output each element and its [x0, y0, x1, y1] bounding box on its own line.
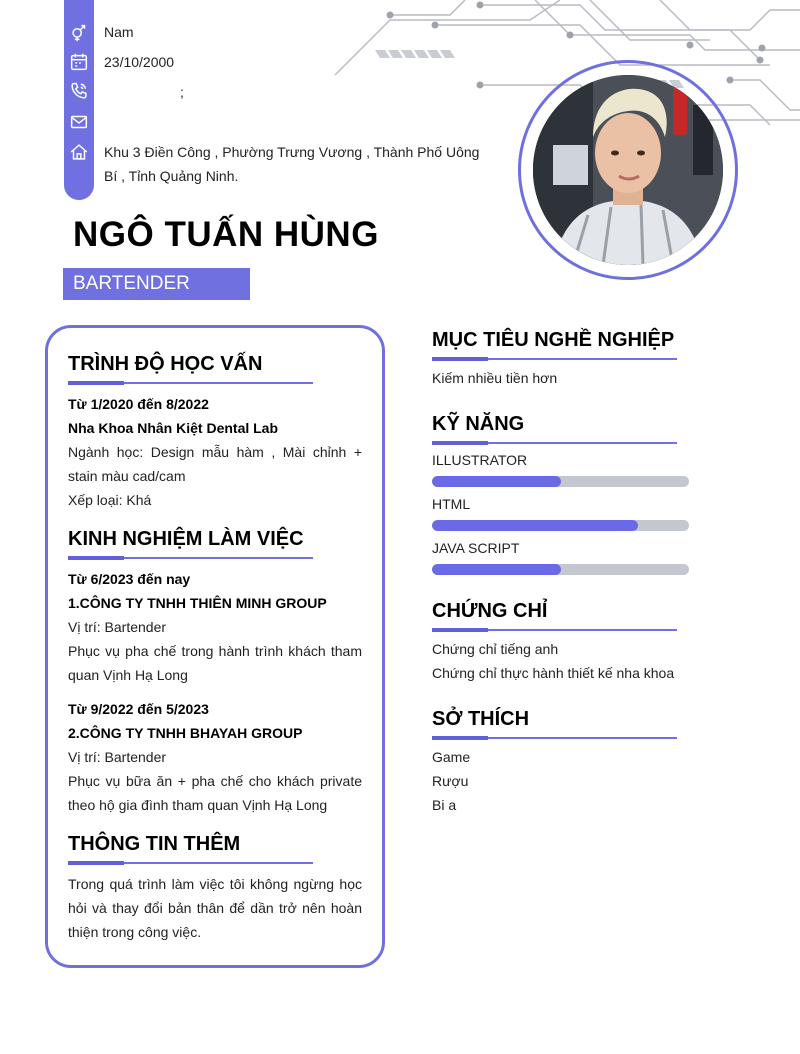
address-line-1: Khu 3 Điền Công , Phường Trưng Vương , Thành Phố Uông: [104, 144, 480, 160]
education-grade: Xếp loại: Khá: [68, 492, 152, 508]
gender-icon: [68, 21, 90, 43]
experience-item: [68, 567, 362, 687]
email-icon: [68, 111, 90, 133]
job-company: 2.CÔNG TY TNHH BHAYAH GROUP: [68, 725, 303, 741]
job-position: Vị trí: Bartender: [68, 749, 167, 765]
section-divider: [432, 629, 677, 631]
skill-label-illustrator: ILLUSTRATOR: [432, 452, 528, 468]
education-heading: TRÌNH ĐỘ HỌC VẤN: [68, 353, 263, 375]
section-divider: [432, 442, 677, 444]
job-description: Phục vụ bữa ăn + pha chế cho khách private theo hộ gia đình tham quan Vịnh Hạ Long: [68, 773, 362, 813]
gender-text: Nam: [104, 24, 134, 40]
extra-info-section: [68, 830, 362, 944]
skill-fill-illustrator: [432, 476, 561, 487]
skill-bar-html: [432, 520, 689, 531]
experience-section: [68, 525, 362, 817]
job-title-badge: BARTENDER: [63, 268, 250, 300]
education-section: [68, 350, 362, 512]
hobbies-section: [432, 705, 692, 817]
experience-heading: KINH NGHIỆM LÀM VIỆC: [68, 528, 304, 550]
section-divider: [68, 557, 313, 559]
certificates-heading: CHỨNG CHỈ: [432, 600, 548, 622]
phone-icon: [68, 80, 90, 102]
objective-text: Kiếm nhiều tiền hơn: [432, 370, 558, 386]
skill-label-html: HTML: [432, 496, 471, 512]
section-divider: [432, 358, 677, 360]
certificate-item: Chứng chỉ tiếng anh: [432, 641, 559, 657]
certificate-item: Chứng chỉ thực hành thiết kế nha khoa: [432, 665, 675, 681]
objective-heading: MỤC TIÊU NGHỀ NGHIỆP: [432, 329, 675, 351]
objective-section: [432, 326, 692, 390]
candidate-name: NGÔ TUẤN HÙNG: [73, 215, 379, 254]
section-divider: [68, 382, 313, 384]
hobby-item: Game: [432, 749, 471, 765]
skill-bar-illustrator: [432, 476, 689, 487]
job-period: Từ 9/2022 đến 5/2023: [68, 701, 209, 717]
skill-fill-javascript: [432, 564, 561, 575]
hobby-item: Bi a: [432, 797, 457, 813]
education-school: Nha Khoa Nhân Kiệt Dental Lab: [68, 420, 279, 436]
job-position: Vị trí: Bartender: [68, 619, 167, 635]
skill-bar-javascript: [432, 564, 689, 575]
birthday-text: 23/10/2000: [104, 54, 175, 70]
section-divider: [432, 737, 677, 739]
hobby-item: Rượu: [432, 773, 469, 789]
avatar: [533, 75, 723, 265]
address-line-2: Bí , Tỉnh Quảng Ninh.: [104, 168, 239, 184]
calendar-icon: [68, 51, 90, 73]
section-divider: [68, 862, 313, 864]
certificates-section: [432, 597, 692, 685]
skill-fill-html: [432, 520, 638, 531]
phone-text: ;: [180, 84, 184, 100]
hobbies-heading: SỞ THÍCH: [432, 708, 530, 730]
skill-label-javascript: JAVA SCRIPT: [432, 540, 520, 556]
job-company: 1.CÔNG TY TNHH THIÊN MINH GROUP: [68, 595, 327, 611]
experience-item: [68, 697, 362, 817]
skills-heading: KỸ NĂNG: [432, 413, 525, 435]
extra-info-text: Trong quá trình làm việc tôi không ngừng học hỏi và thay đổi bản thân để dần trở nên hoàn thiện trong công việc.: [68, 876, 362, 940]
skills-section: [432, 410, 692, 444]
job-description: Phục vụ pha chế trong hành trình khách tham quan Vịnh Hạ Long: [68, 643, 362, 683]
education-major: Ngành học: Design mẫu hàm , Mài chỉnh + stain màu cad/cam: [68, 444, 362, 484]
education-period: Từ 1/2020 đến 8/2022: [68, 396, 209, 412]
extra-info-heading: THÔNG TIN THÊM: [68, 833, 241, 855]
job-period: Từ 6/2023 đến nay: [68, 571, 191, 587]
home-icon: [68, 141, 90, 163]
